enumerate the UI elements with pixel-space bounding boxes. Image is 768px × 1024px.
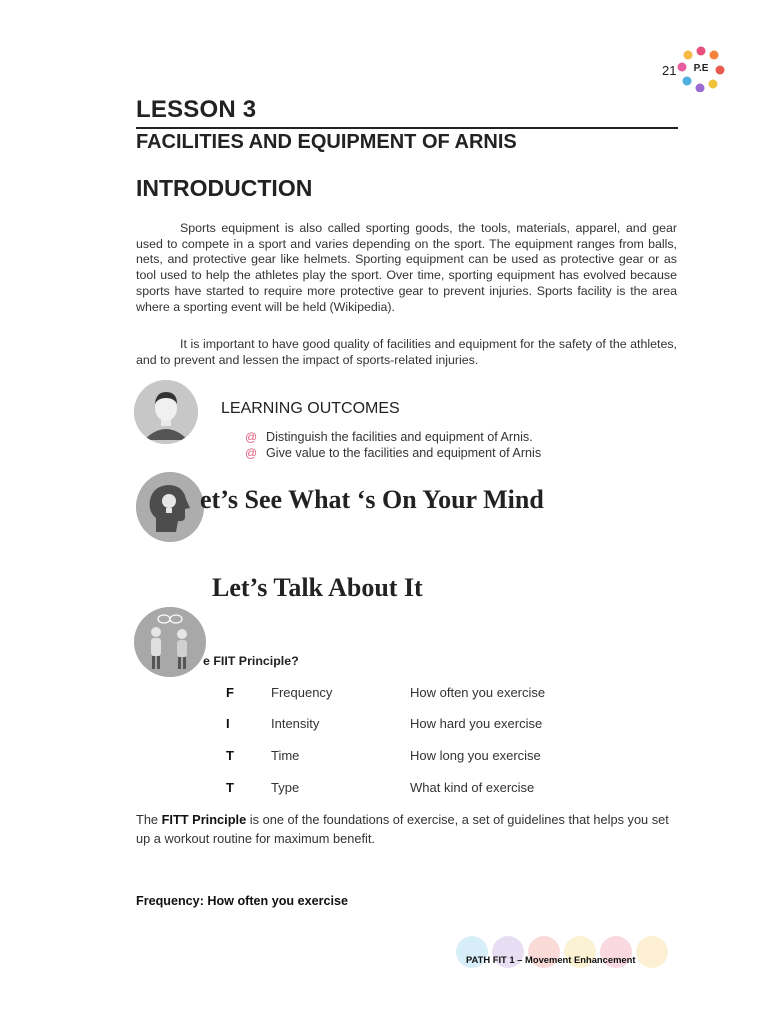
- learning-outcomes-heading: LEARNING OUTCOMES: [221, 400, 400, 417]
- lesson-title: FACILITIES AND EQUIPMENT OF ARNIS: [136, 131, 517, 153]
- fitt-term: Frequency: [271, 685, 333, 700]
- fitt-letter: F: [226, 685, 234, 700]
- fitt-letter: T: [226, 780, 234, 795]
- introduction-paragraph-2: It is important to have good quality of facilities and equipment for the safety of the athletes, and to prevent and lessen the impact of sports-related injuries.: [136, 337, 677, 367]
- mind-section-heading: et’s See What ‘s On Your Mind: [200, 485, 544, 514]
- head-lightbulb-icon: [136, 472, 204, 542]
- learning-outcome-item: [245, 446, 541, 460]
- fitt-term: Type: [271, 780, 300, 795]
- logo-text: P.E: [693, 63, 709, 74]
- spiral-bullet-icon: @: [245, 430, 258, 444]
- page-number: 21: [662, 63, 677, 78]
- introduction-paragraph-1: Sports equipment is also called sporting goods, the tools, materials, apparel, and gear used to compete in a sport and varies depending on the sport. The equipment ranges from balls, nets, and protective gear like helmets. Sporting equipment can be used as protective gear or as tool used to help the athletes play the sport. Over time, sporting equipment has evolved because sports have started to require more protective gear to prevent injuries. Sports facility is the area where a sporting event will be held (Wikipedia).: [136, 221, 677, 314]
- spiral-bullet-icon: @: [245, 446, 258, 460]
- fitt-term: Time: [271, 748, 300, 763]
- fitt-question: e FIIT Principle?: [203, 654, 299, 668]
- talk-section-heading: Let’s Talk About It: [212, 573, 423, 602]
- pe-logo-icon: [676, 46, 726, 92]
- frequency-heading: Frequency: How often you exercise: [136, 894, 349, 908]
- fitt-description: How often you exercise: [410, 685, 546, 700]
- title-divider: [136, 127, 678, 129]
- fitt-summary-prefix: The: [136, 812, 162, 827]
- learning-outcome-item: [245, 430, 533, 444]
- lesson-label: LESSON 3: [136, 96, 257, 123]
- fitt-summary-paragraph: [136, 811, 676, 848]
- fitt-summary-bold: FITT Principle: [161, 812, 247, 827]
- fitt-term: Intensity: [271, 716, 320, 731]
- introduction-heading: INTRODUCTION: [136, 175, 313, 201]
- fitt-description: How long you exercise: [410, 748, 541, 763]
- fitt-description: How hard you exercise: [410, 716, 543, 731]
- person-avatar-icon: [134, 380, 198, 444]
- learning-outcome-text: Distinguish the facilities and equipment of Arnis.: [266, 430, 533, 444]
- fitt-letter: T: [226, 748, 234, 763]
- fitt-description: What kind of exercise: [410, 780, 535, 795]
- people-talking-icon: [134, 607, 206, 677]
- fitt-letter: I: [226, 716, 230, 731]
- fitt-summary-rest: is one of the foundations of exercise, a set of guidelines that helps you set up a workout routine for maximum benefit.: [136, 812, 669, 846]
- footer-course-label: PATH FIT 1 – Movement Enhancement: [466, 954, 636, 965]
- learning-outcome-text: Give value to the facilities and equipment of Arnis: [266, 446, 542, 460]
